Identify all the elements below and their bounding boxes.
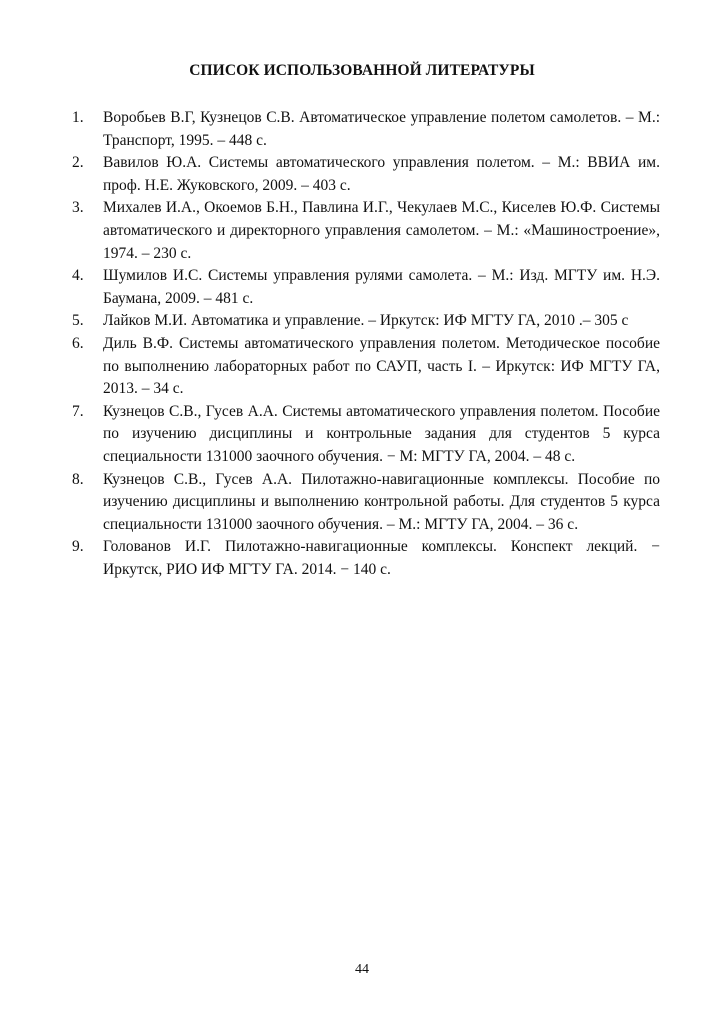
reference-text: Михалев И.А., Окоемов Б.Н., Павлина И.Г., Чекулаев М.С., Киселев Ю.Ф. Системы автоматического и директорного управления самолетом. – М.: «Машиностроение», 1974. – 230 с. (103, 199, 660, 262)
reference-text: Вавилов Ю.А. Системы автоматического управления полетом. – М.: ВВИА им. проф. Н.Е. Жуковского, 2009. – 403 с. (103, 154, 660, 194)
reference-number: 6. (72, 334, 84, 352)
reference-item-5 (72, 310, 660, 333)
reference-list (72, 107, 660, 581)
reference-number: 7. (72, 402, 84, 420)
reference-number: 1. (72, 109, 84, 126)
reference-item-7 (72, 401, 660, 469)
reference-number: 4. (72, 267, 84, 285)
page-number: 44 (355, 962, 369, 977)
reference-item-2 (72, 152, 660, 197)
reference-number: 9. (72, 538, 84, 556)
reference-number: 2. (72, 154, 84, 172)
reference-number: 8. (72, 470, 84, 488)
reference-item-4 (72, 265, 660, 310)
reference-text: Голованов И.Г. Пилотажно-навигационные комплексы. Конспект лекций. − Иркутск, РИО ИФ МГТУ ГА. 2014. − 140 с. (103, 538, 660, 578)
reference-item-6 (72, 333, 660, 401)
reference-item-3 (72, 197, 660, 265)
reference-number: 3. (72, 199, 84, 217)
reference-text: Воробьев В.Г, Кузнецов С.В. Автоматическое управление полетом самолетов. – М.: Транспорт, 1995. – 448 с. (103, 109, 660, 149)
reference-item-9 (72, 536, 660, 581)
reference-number: 5. (72, 312, 84, 330)
reference-text: Кузнецов С.В., Гусев А.А. Пилотажно-навигационные комплексы. Пособие по изучению дисциплины и выполнению контрольной работы. Для студентов 5 курса специальности 131000 заочного обучения. – М.: МГТУ ГА, 2004. – 36 с. (103, 470, 660, 533)
reference-text: Диль В.Ф. Системы автоматического управления полетом. Методическое пособие по выполнению лабораторных работ по САУП, часть I. – Иркутск: ИФ МГТУ ГА, 2013. – 34 с. (103, 334, 660, 398)
reference-text: Кузнецов С.В., Гусев А.А. Системы автоматического управления полетом. Пособие по изучению дисциплины и контрольные задания для студентов 5 курса специальности 131000 заочного обучения. − М: МГТУ ГА, 2004. – 48 с. (103, 402, 660, 465)
reference-item-1 (72, 107, 660, 152)
reference-item-8 (72, 469, 660, 537)
page-title: СПИСОК ИСПОЛЬЗОВАННОЙ ЛИТЕРАТУРЫ (189, 62, 535, 79)
reference-text: Лайков М.И. Автоматика и управление. – Иркутск: ИФ МГТУ ГА, 2010 .– 305 с (103, 312, 629, 330)
reference-text: Шумилов И.С. Системы управления рулями самолета. – М.: Изд. МГТУ им. Н.Э. Баумана, 2009. – 481 с. (103, 267, 660, 307)
